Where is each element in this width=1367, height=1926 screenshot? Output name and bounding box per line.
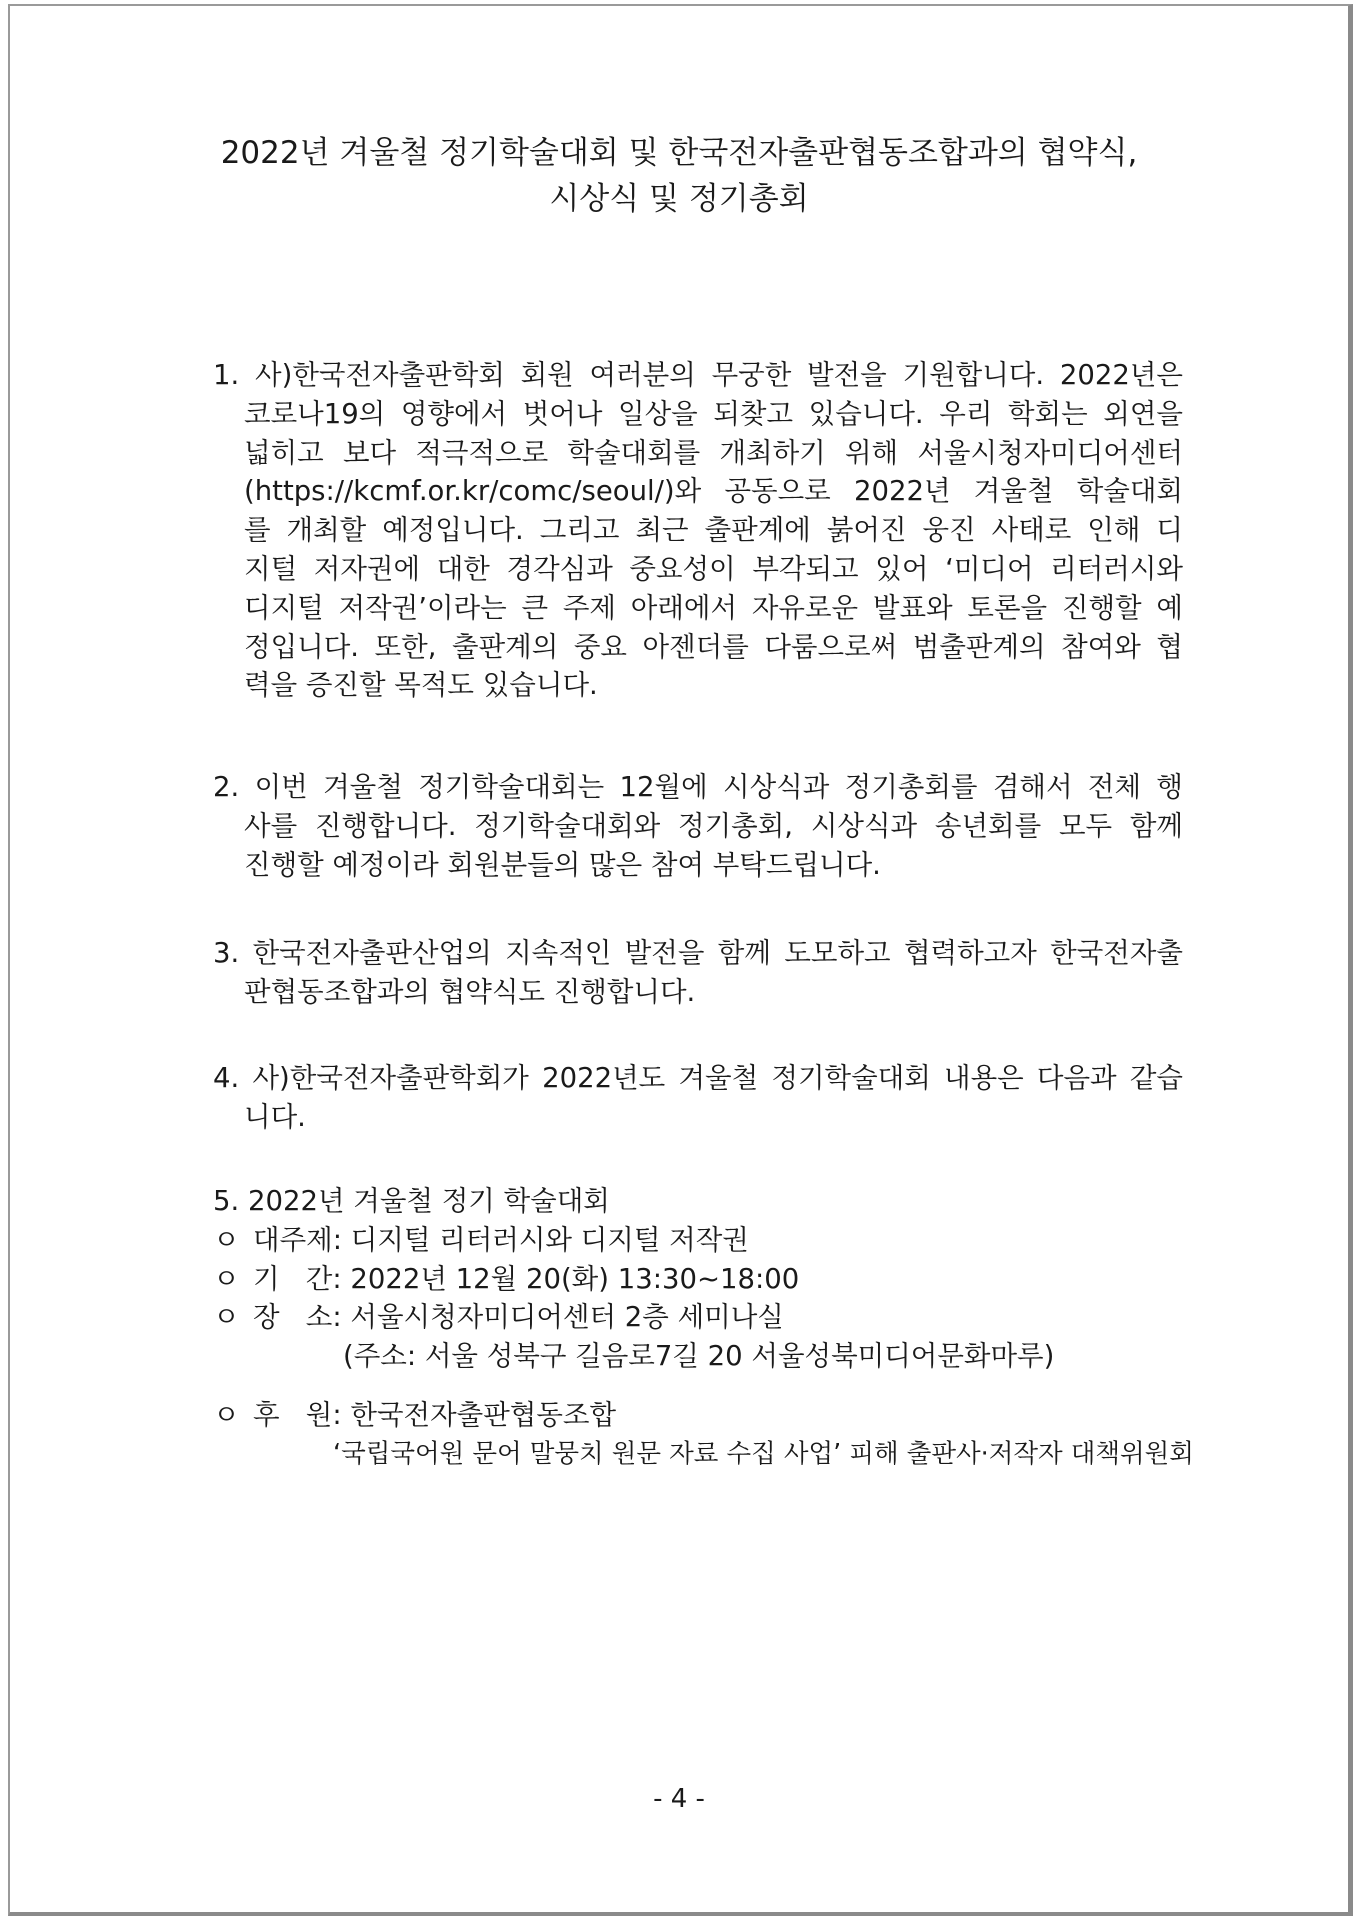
- spacer: [213, 1376, 1183, 1396]
- paragraph-line: 사를 진행합니다. 정기학술대회와 정기총회, 시상식과 송년회를 모두 함께: [244, 809, 1183, 842]
- document-page: [8, 4, 1353, 1916]
- paragraph-line: 진행할 예정이라 회원분들의 많은 참여 부탁드립니다.: [244, 848, 881, 881]
- paragraph-line: 1. 사)한국전자출판학회 회원 여러분의 무궁한 발전을 기원합니다. 2022년은: [213, 359, 1183, 391]
- theme-label: 대주제:: [253, 1223, 342, 1256]
- paragraph-line: 정입니다. 또한, 출판계의 중요 아젠더를 다룸으로써 범출판계의 참여와 협: [244, 630, 1183, 663]
- paragraph-line: 4. 사)한국전자출판학회가 2022년도 겨울철 정기학술대회 내용은 다음과 같습: [213, 1062, 1183, 1094]
- paragraph-line: 3. 한국전자출판산업의 지속적인 발전을 함께 도모하고 협력하고자 한국전자출: [213, 937, 1183, 969]
- paragraph-line: (https://kcmf.or.kr/comc/seoul/)와 공동으로 2022년 겨울철 학술대회: [244, 475, 1183, 508]
- period-label: 기 간:: [253, 1262, 342, 1295]
- event-heading: 5. 2022년 겨울철 정기 학술대회: [213, 1185, 610, 1217]
- venue-value: 서울시청자미디어센터 2층 세미나실: [350, 1301, 784, 1334]
- title-line-2: 시상식 및 정기총회: [549, 181, 809, 217]
- sponsor-label: 후 원:: [253, 1398, 342, 1431]
- sponsor-row: [213, 1396, 1183, 1435]
- title-line-1: 2022년 겨울철 정기학술대회 및 한국전자출판협동조합과의 협약식,: [220, 135, 1138, 171]
- paragraph-line: 를 개최할 예정입니다. 그리고 최근 출판계에 붉어진 웅진 사태로 인해 디: [244, 514, 1183, 547]
- paragraph-line: 디지털 저작권’이라는 큰 주제 아래에서 자유로운 발표와 토론을 진행할 예: [244, 591, 1183, 624]
- bullet-icon: ㅇ: [213, 1301, 240, 1334]
- sponsor-value-1: 한국전자출판협동조합: [350, 1398, 617, 1431]
- paragraph-line: 니다.: [244, 1100, 306, 1133]
- venue-label: 장 소:: [253, 1301, 342, 1334]
- paragraph-line: 지털 저자권에 대한 경각심과 중요성이 부각되고 있어 ‘미디어 리터러시와: [244, 552, 1183, 585]
- bullet-icon: ㅇ: [213, 1262, 240, 1295]
- period-value: 2022년 12월 20(화) 13:30~18:00: [350, 1262, 800, 1295]
- venue-address: (주소: 서울 성북구 길음로7길 20 서울성북미디어문화마루): [343, 1340, 1055, 1373]
- paragraph-4: [213, 1059, 1183, 1137]
- paragraph-line: 2. 이번 겨울철 정기학술대회는 12월에 시상식과 정기총회를 겸해서 전체 행: [213, 771, 1183, 803]
- event-details: [213, 1182, 1194, 1474]
- paragraph-line: 넓히고 보다 적극적으로 학술대회를 개최하기 위해 서울시청자미디어센터: [244, 436, 1183, 469]
- paragraph-line: 판협동조합과의 협약식도 진행합니다.: [244, 975, 696, 1008]
- theme-row: [213, 1221, 1183, 1260]
- page-number: - 4 -: [653, 1784, 705, 1814]
- bullet-icon: ㅇ: [213, 1398, 240, 1431]
- paragraph-2: [213, 768, 1183, 884]
- theme-value: 디지털 리터러시와 디지털 저작권: [350, 1223, 749, 1256]
- paragraph-1: [213, 356, 1183, 705]
- venue-row: [213, 1298, 1183, 1337]
- document-title: [10, 130, 1348, 222]
- paragraph-line: 력을 증진할 목적도 있습니다.: [244, 669, 598, 702]
- bullet-icon: ㅇ: [213, 1223, 240, 1256]
- period-row: [213, 1260, 1183, 1299]
- paragraph-line: 코로나19의 영향에서 벗어나 일상을 되찾고 있습니다. 우리 학회는 외연을: [244, 397, 1183, 430]
- paragraph-3: [213, 934, 1183, 1012]
- sponsor-value-2: ‘국립국어원 문어 말뭉치 원문 자료 수집 사업’ 피해 출판사·저작자 대책위원회: [333, 1438, 1194, 1469]
